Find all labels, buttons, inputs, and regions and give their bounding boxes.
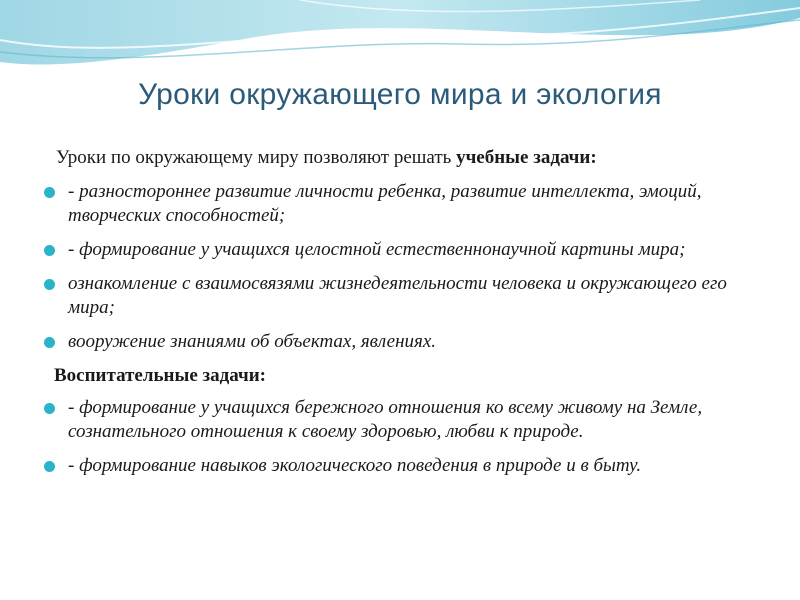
educational-heading: Воспитательные задачи: — [54, 365, 266, 386]
bullet-icon — [44, 279, 55, 290]
list-item-text: - формирование у учащихся целостной естественнонаучной картины мира; — [68, 239, 686, 260]
bullet-icon — [44, 245, 55, 256]
list-item-text: - разностороннее развитие личности ребенка, развитие интеллекта, эмоций, творческих способностей; — [68, 181, 702, 226]
list-item — [42, 180, 732, 228]
list-item — [42, 454, 732, 478]
intro-bold-text: учебные задачи: — [456, 147, 597, 168]
list-item-text: - формирование навыков экологического поведения в природе и в быту. — [68, 455, 642, 476]
decorative-wave-header — [0, 0, 800, 80]
list-item — [42, 272, 732, 320]
list-item-text: - формирование у учащихся бережного отношения ко всему живому на Земле, сознательного отношения к своему здоровью, любви к природе. — [68, 397, 703, 442]
slide-title: Уроки окружающего мира и экология — [138, 78, 662, 111]
list-item-text: вооружение знаниями об объектах, явлениях. — [68, 331, 437, 352]
list-item — [42, 396, 732, 444]
list-item — [42, 238, 732, 262]
bullet-icon — [44, 337, 55, 348]
list-item-text: ознакомление с взаимосвязями жизнедеятельности человека и окружающего его мира; — [68, 273, 727, 318]
bullet-icon — [44, 461, 55, 472]
slide-body — [42, 146, 732, 488]
bullet-icon — [44, 187, 55, 198]
list-item — [42, 330, 732, 354]
intro-paragraph — [42, 146, 732, 170]
intro-text: Уроки по окружающему миру позволяют решать — [56, 147, 457, 168]
bullet-icon — [44, 403, 55, 414]
